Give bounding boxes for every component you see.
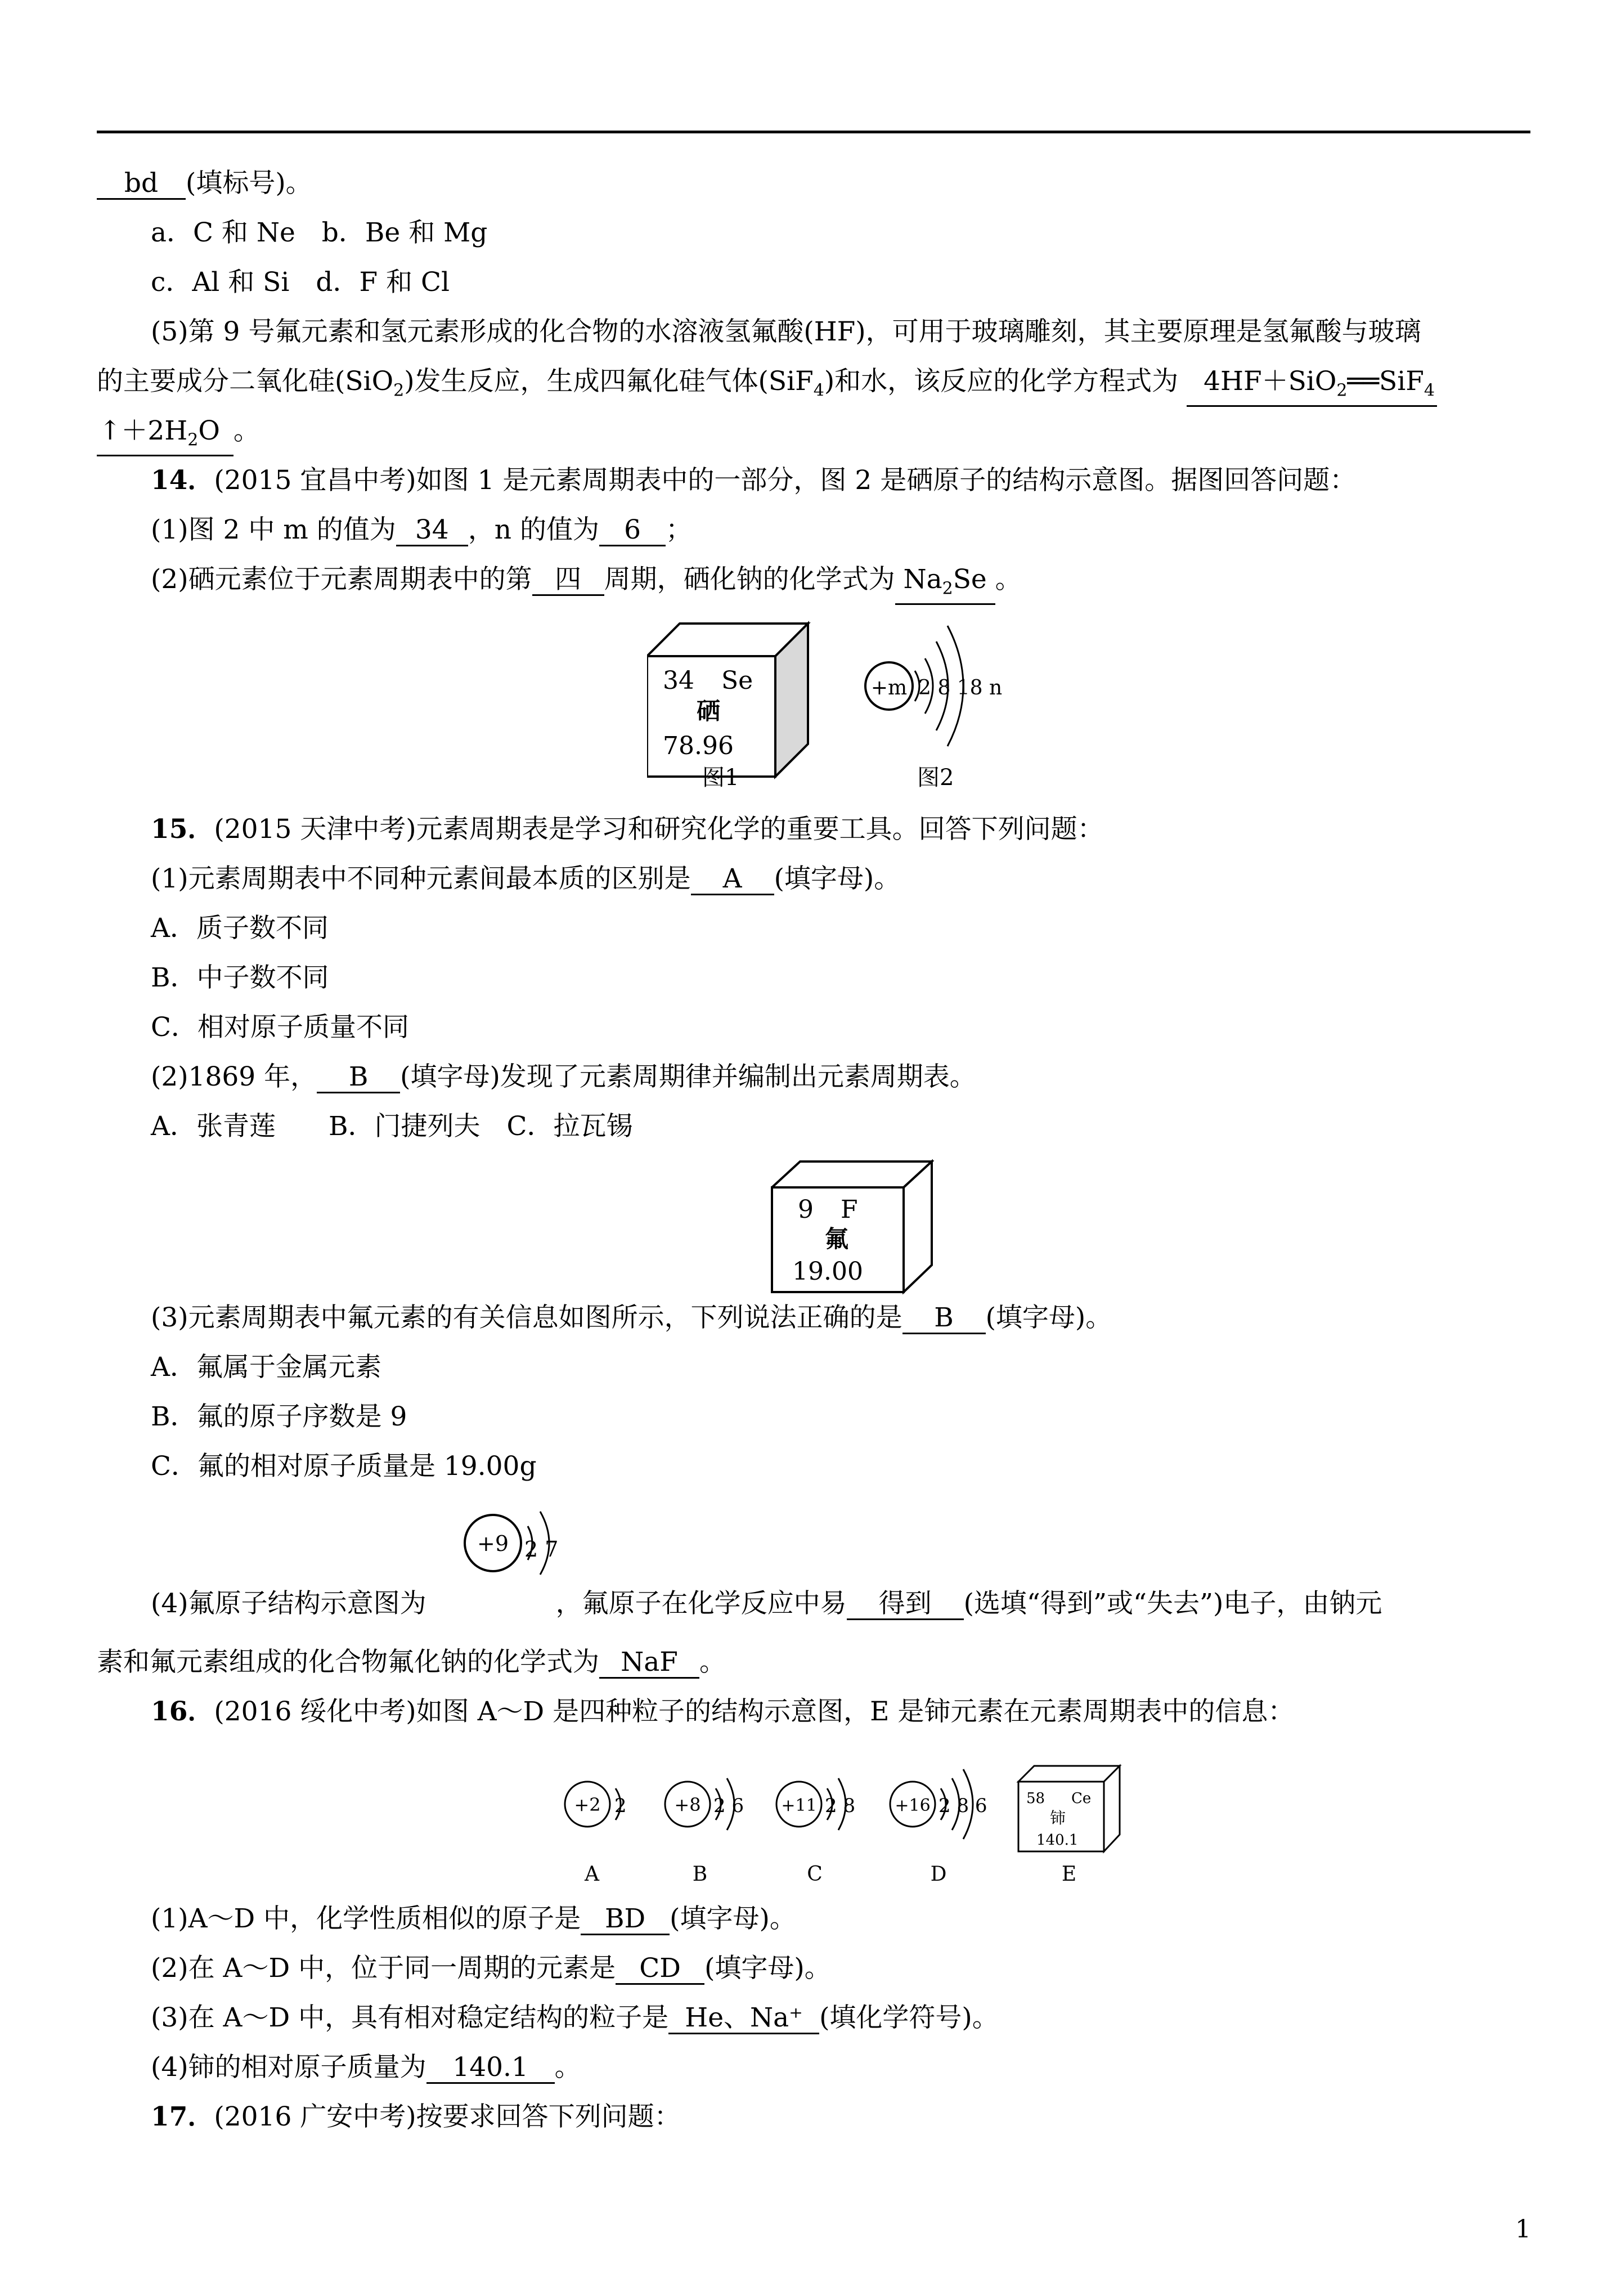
figure-16: [563, 1761, 1131, 1885]
particle-c-diagram: [776, 1778, 855, 1830]
question-number: 15．: [151, 814, 214, 845]
answer-blank-equation-cont: [97, 416, 234, 456]
text: (1)图 2 中 m 的值为: [151, 514, 396, 545]
b-nucleus: +8: [674, 1794, 701, 1815]
text: (2)1869 年，: [151, 1061, 317, 1092]
text: O: [198, 415, 220, 446]
text: )发生反应，生成四氟化硅气体(SiF: [404, 366, 814, 397]
q15-3-option-b: B．氟的原子序数是 9: [151, 1401, 407, 1432]
text: ，氟原子在化学反应中易: [555, 1588, 847, 1619]
cerium-cell: [1018, 1766, 1120, 1851]
text: (填字母)。: [774, 863, 901, 894]
page-number: 1: [1515, 2215, 1531, 2244]
text: (4)氟原子结构示意图为: [151, 1588, 426, 1619]
text: )和水，该反应的化学方程式为: [824, 366, 1179, 397]
q14-part1: [151, 513, 692, 547]
sub: 2: [942, 579, 953, 599]
fluorine-atom-diagram: [456, 1495, 585, 1579]
text: 周期，硒化钠的化学式为: [604, 564, 895, 595]
q13-5-equation-cont: [97, 414, 260, 456]
c-nucleus: +11: [781, 1796, 817, 1815]
answer-blank: 34: [396, 515, 468, 546]
answer-blank: 140.1: [426, 2053, 555, 2084]
figure-2-caption: 图2: [917, 765, 954, 791]
text: 4HF＋SiO: [1204, 366, 1337, 397]
q15-part4-cont: [97, 1645, 726, 1679]
ce-symbol: Ce: [1071, 1790, 1092, 1807]
text: (4)铈的相对原子质量为: [151, 2052, 426, 2083]
text: (填字母)。: [670, 1903, 796, 1934]
text: ↑＋2H: [99, 415, 188, 446]
answer-blank: bd: [97, 169, 186, 200]
text: (填字母)。: [704, 1953, 831, 1984]
figure-1-caption: 图1: [702, 765, 739, 791]
q16-part4: [151, 2051, 581, 2084]
se-nucleus-charge: +m: [870, 676, 908, 699]
answer-blank: He、Na⁺: [668, 2003, 819, 2034]
answer-blank: 四: [532, 565, 604, 596]
text: (2)硒元素位于元素周期表中的第: [151, 564, 532, 595]
text: (2)在 A～D 中，位于同一周期的元素是: [151, 1953, 616, 1984]
ce-mass: 140.1: [1036, 1832, 1079, 1849]
q15-2-options: A．张青莲 B．门捷列夫 C．拉瓦锡: [151, 1111, 633, 1142]
q15-part1: [151, 862, 900, 896]
q15-part4: [151, 1587, 1382, 1621]
text: ；: [666, 514, 693, 545]
se-atomic-number: 34: [663, 666, 694, 695]
q15-1-option-a: A．质子数不同: [151, 913, 329, 944]
b-shells: 2 6: [713, 1795, 744, 1817]
d-shells: 2 8 6: [939, 1795, 987, 1817]
q15-1-option-b: B．中子数不同: [151, 962, 329, 993]
text: 素和氟元素组成的化合物氟化钠的化学式为: [97, 1647, 599, 1678]
f-nucleus-charge: +9: [477, 1531, 509, 1556]
q15-3-option-c: C．氟的相对原子质量是 19.00g: [151, 1451, 537, 1482]
answer-blank: [895, 565, 995, 605]
option-line-ab: a．C 和 Ne b．Be 和 Mg: [151, 217, 488, 248]
text: 。: [233, 415, 260, 446]
label-e: E: [1061, 1863, 1077, 1885]
sub: 2: [393, 380, 405, 401]
particle-b-diagram: [665, 1778, 744, 1830]
label-c: C: [807, 1863, 823, 1885]
answer-blank-equation: [1187, 367, 1437, 407]
text: Na: [903, 564, 942, 595]
question-14: [151, 464, 1356, 497]
ce-name: 铈: [1050, 1809, 1066, 1827]
text: (填字母)。: [985, 1302, 1112, 1333]
text: (3)在 A～D 中，具有相对稳定结构的粒子是: [151, 2002, 669, 2033]
text: 。: [554, 2052, 581, 2083]
q16-part1: [151, 1902, 796, 1936]
sub: 2: [1336, 380, 1348, 401]
answer-blank: B: [317, 1062, 400, 1093]
q13-5-text-cont: [97, 365, 1437, 407]
question-number: 16．: [151, 1696, 214, 1727]
text: (选填“得到”或“失去”)电子，由钠元: [963, 1588, 1382, 1619]
text: (2016 广安中考)按要求回答下列问题：: [214, 2101, 681, 2132]
label-b: B: [692, 1863, 708, 1885]
label-d: D: [930, 1863, 947, 1885]
q14-part2: [151, 563, 1022, 605]
q13-5-text: (5)第 9 号氟元素和氢元素形成的化合物的水溶液氢氟酸(HF)，可用于玻璃雕刻，其主要原理是氢氟酸与玻璃: [151, 316, 1421, 347]
particle-a-diagram: [565, 1782, 627, 1827]
text: ，n 的值为: [468, 514, 600, 545]
f-name: 氟: [825, 1225, 849, 1253]
sub: 4: [813, 380, 824, 401]
q15-1-option-c: C．相对原子质量不同: [151, 1012, 409, 1043]
answer-blank: CD: [616, 1954, 704, 1985]
text: (3)元素周期表中氟元素的有关信息如图所示，下列说法正确的是: [151, 1302, 902, 1333]
particle-d-diagram: [890, 1769, 987, 1839]
sub: 2: [187, 430, 199, 450]
text: 。: [699, 1647, 726, 1678]
se-symbol: Se: [721, 666, 753, 695]
question-15: [151, 813, 1104, 846]
text: (填化学符号)。: [819, 2002, 999, 2033]
text: 。: [995, 564, 1022, 595]
c-shells: 2 8: [825, 1795, 856, 1817]
option-line-cd: c．Al 和 Si d．F 和 Cl: [151, 267, 450, 298]
ce-atomic-number: 58: [1026, 1790, 1045, 1807]
text: (2015 宜昌中考)如图 1 是元素周期表中的一部分，图 2 是硒原子的结构示意图。据图回答问题：: [214, 465, 1357, 496]
text: 的主要成分二氧化硅(SiO: [97, 366, 394, 397]
text: (填字母)发现了元素周期律并编制出元素周期表。: [400, 1061, 976, 1092]
text: (填标号)。: [186, 168, 312, 199]
q15-3-option-a: A．氟属于金属元素: [151, 1352, 381, 1383]
q15-part3: [151, 1301, 1112, 1335]
answer-blank: A: [691, 864, 774, 895]
answer-blank: BD: [581, 1904, 670, 1935]
se-atom-diagram: [865, 626, 1002, 746]
f-symbol: F: [841, 1195, 858, 1224]
label-a: A: [585, 1863, 599, 1885]
se-electron-shells: 2 8 18 n: [918, 676, 1003, 699]
question-17: [151, 2100, 681, 2134]
fluorine-cell: [771, 1159, 934, 1294]
a-nucleus: +2: [574, 1794, 601, 1815]
q16-part2: [151, 1952, 831, 1985]
header-rule: [97, 131, 1530, 133]
se-name: 硒: [697, 697, 721, 725]
d-nucleus: +16: [895, 1796, 931, 1815]
question-number: 14．: [151, 465, 214, 496]
text: Se: [953, 564, 987, 595]
f-atomic-number: 9: [798, 1195, 814, 1224]
f-electron-shells: 2 7: [524, 1537, 559, 1562]
answer-blank: NaF: [599, 1648, 699, 1679]
text: (1)A～D 中，化学性质相似的原子是: [151, 1903, 581, 1934]
text: (2016 绥化中考)如图 A～D 是四种粒子的结构示意图，E 是铈元素在元素周期表中的信息：: [214, 1696, 1295, 1727]
f-mass: 19.00: [792, 1257, 863, 1286]
text: (1)元素周期表中不同种元素间最本质的区别是: [151, 863, 691, 894]
question-16: [151, 1695, 1294, 1729]
se-mass: 78.96: [663, 732, 734, 760]
answer-blank: 6: [599, 515, 666, 546]
q15-part2: [151, 1060, 976, 1094]
text: (2015 天津中考)元素周期表是学习和研究化学的重要工具。回答下列问题：: [214, 814, 1104, 845]
answer-blank: 得到: [847, 1589, 964, 1620]
a-shells: 2: [614, 1795, 627, 1817]
q16-part3: [151, 2001, 999, 2035]
text: ══SiF: [1347, 366, 1424, 397]
sub: 4: [1424, 380, 1435, 401]
question-number: 17．: [151, 2101, 214, 2132]
answer-blank: B: [902, 1303, 986, 1334]
line-answer-bd: [97, 167, 312, 200]
